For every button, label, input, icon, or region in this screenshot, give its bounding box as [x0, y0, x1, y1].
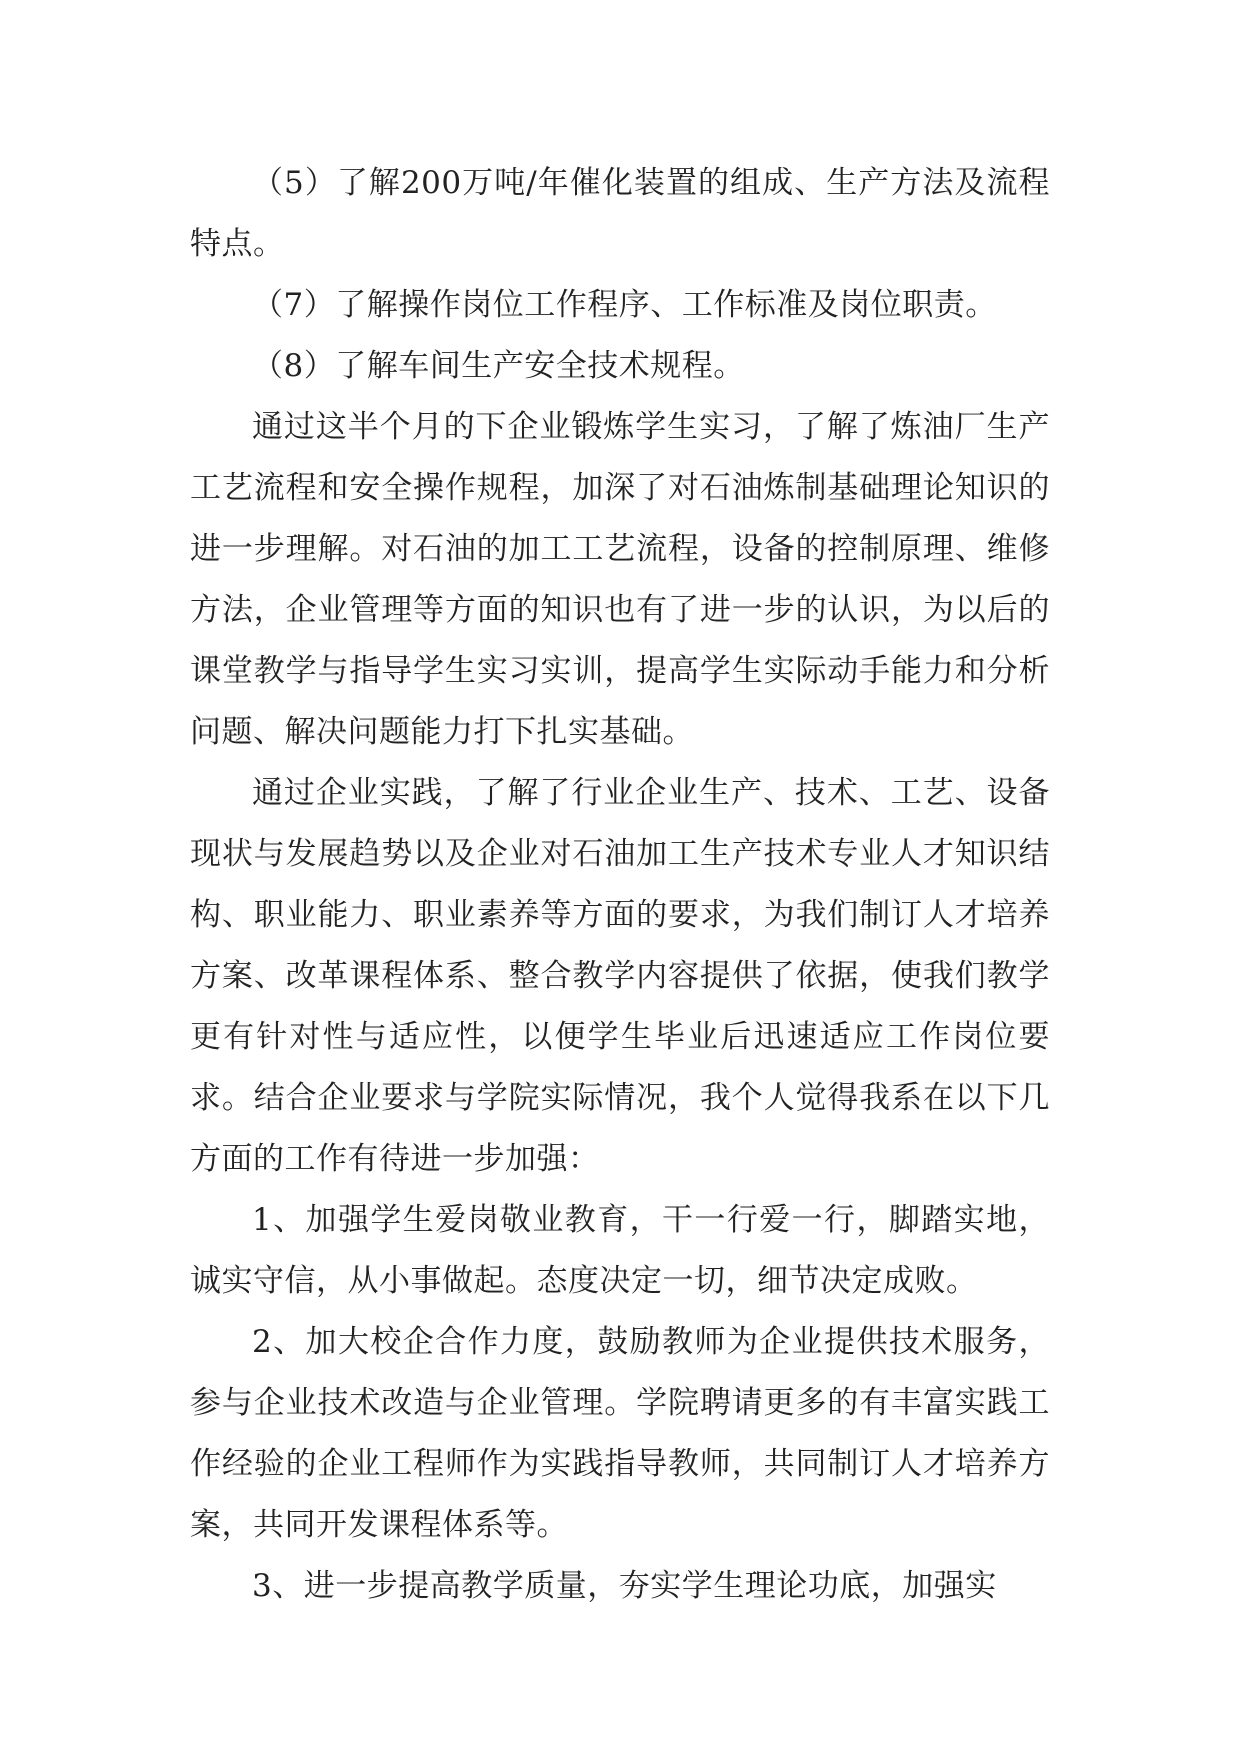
paragraph-item-7: （7）了解操作岗位工作程序、工作标准及岗位职责。	[252, 287, 997, 323]
paragraph-enterprise-practice: 通过企业实践，了解了行业企业生产、技术、工艺、设备现状与发展趋势以及企业对石油加工生产技术专业人才知识结构、职业能力、职业素养等方面的要求，为我们制订人才培养方案、改革课程体系、整合教学内容提供了依据，使我们教学更有针对性与适应性，以便学生毕业后迅速适应工作岗位要求。结合企业要求与学院实际情况，我个人觉得我系在以下几方面的工作有待进一步加强：	[190, 775, 1050, 1177]
paragraph-item-5: （5）了解200万吨/年催化装置的组成、生产方法及流程特点。	[190, 165, 1050, 262]
paragraph-internship-summary: 通过这半个月的下企业锻炼学生实习，了解了炼油厂生产工艺流程和安全操作规程，加深了对石油炼制基础理论知识的进一步理解。对石油的加工工艺流程，设备的控制原理、维修方法，企业管理等方面的知识也有了进一步的认识，为以后的课堂教学与指导学生实习实训，提高学生实际动手能力和分析问题、解决问题能力打下扎实基础。	[190, 409, 1050, 750]
paragraph-item-8: （8）了解车间生产安全技术规程。	[252, 348, 745, 384]
document-body	[190, 153, 1050, 1617]
paragraph-point-3: 3、进一步提高教学质量，夯实学生理论功底，加强实	[252, 1568, 997, 1604]
paragraph-point-1: 1、加强学生爱岗敬业教育，干一行爱一行，脚踏实地，诚实守信，从小事做起。态度决定一切，细节决定成败。	[190, 1202, 1050, 1299]
paragraph-point-2: 2、加大校企合作力度，鼓励教师为企业提供技术服务，参与企业技术改造与企业管理。学院聘请更多的有丰富实践工作经验的企业工程师作为实践指导教师，共同制订人才培养方案，共同开发课程体系等。	[190, 1324, 1050, 1543]
